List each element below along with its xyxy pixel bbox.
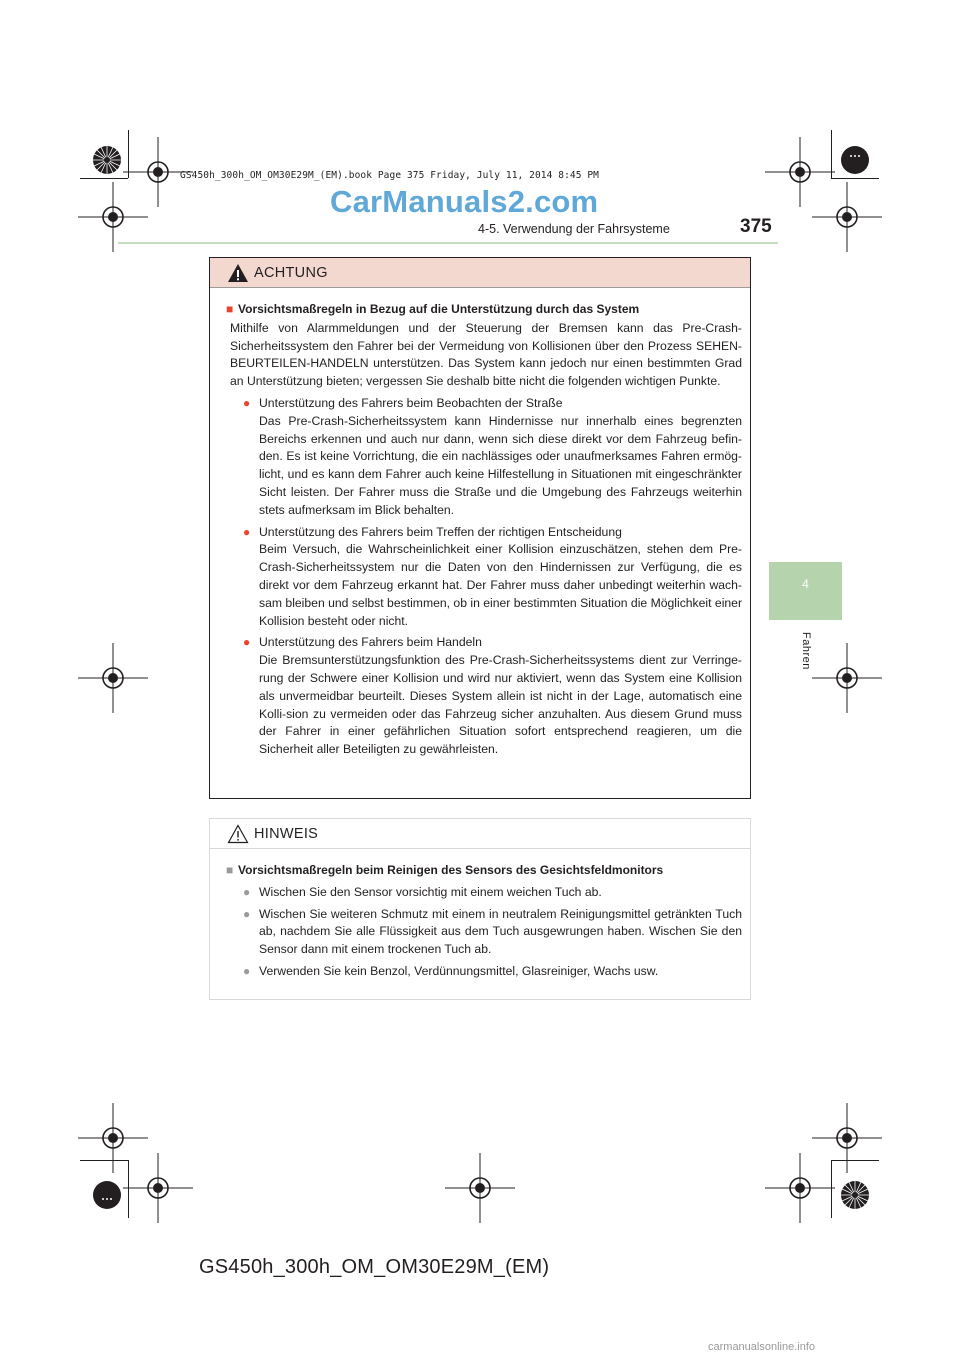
- crop-line: [831, 1160, 832, 1218]
- bullet-text: Die Bremsunterstützungsfunktion des Pre-Crash-Sicherheitssystems dient zur Verringe-rung der Schwere einer Kollision und wird nur aktiviert, wenn das System eine Kollision als unvermeidbar beurteilt. Dieses System allein ist nicht in der Lage, automatisch eine Kolli-sion zu vermeiden oder das Fahrzeug sicher anzuhalten. Aus diesem Grund muss der Fahrer in einer gefährlichen Situation sofort entsprechend reagieren, um die Sicherheit aller Beteiligten zu gewährleisten.: [259, 653, 742, 757]
- round-bullet-icon: ●: [243, 524, 251, 539]
- list-item: [226, 395, 742, 520]
- bullet-text: Wischen Sie den Sensor vorsichtig mit einem weichen Tuch ab.: [259, 884, 602, 899]
- note-box: [209, 818, 751, 1000]
- warning-triangle-icon: [227, 263, 249, 283]
- note-box-content: [210, 849, 750, 981]
- round-bullet-icon: ●: [243, 395, 251, 410]
- warning-heading-text: Vorsichtsmaßregeln in Bezug auf die Unterstützung durch das System: [238, 302, 640, 316]
- bullet-title: Unterstützung des Fahrers beim Treffen der richtigen Entscheidung: [259, 524, 622, 539]
- crop-line: [831, 130, 832, 178]
- list-item: [226, 524, 742, 631]
- warning-box-content: [210, 288, 750, 759]
- registration-mark-icon: [445, 1153, 515, 1223]
- registration-mark-icon: [812, 643, 882, 713]
- chapter-tab: [769, 562, 842, 620]
- watermark-bottom: carmanualsonline.info: [708, 1341, 816, 1353]
- bullet-text: Beim Versuch, die Wahrscheinlichkeit einer Kollision einzuschätzen, stehen dem Pre-Crash-Sicherheitssystem nur die Daten von den Hindernissen zur Verfügung, die es direkt vor dem Fahrzeug erkannt hat. Der Fahrer muss daher unbedingt weiterhin wach-sam bleiben und selbst bestimmen, ob in einer bestimmten Situation die Möglichkeit einer Kollision besteht oder nicht.: [259, 542, 743, 628]
- crop-line: [831, 178, 879, 179]
- list-item: [226, 963, 742, 981]
- crop-line: [128, 130, 129, 178]
- crop-line: [831, 1160, 879, 1161]
- book-info-line: GS450h_300h_OM_OM30E29M_(EM).book Page 375 Friday, July 11, 2014 8:45 PM: [180, 170, 600, 181]
- list-item: [226, 634, 742, 759]
- bullet-text: Verwenden Sie kein Benzol, Verdünnungsmittel, Glasreiniger, Wachs usw.: [259, 963, 659, 978]
- list-item: [226, 906, 742, 959]
- crop-line: [128, 1160, 129, 1218]
- bullet-title: Unterstützung des Fahrers beim Handeln: [259, 635, 482, 650]
- crop-line: [80, 1160, 128, 1161]
- note-heading: [226, 862, 742, 880]
- section-title: 4-5. Verwendung der Fahrsysteme: [478, 222, 670, 236]
- registration-mark-icon: [765, 1153, 835, 1223]
- round-bullet-icon: ●: [243, 635, 251, 650]
- registration-mark-icon: [78, 643, 148, 713]
- bullet-title: Unterstützung des Fahrers beim Beobachten der Straße: [259, 395, 563, 410]
- warning-box-header: [210, 258, 750, 288]
- warning-intro: Mithilfe von Alarmmeldungen und der Steuerung der Bremsen kann das Pre-Crash-Sicherheitssystem den Fahrer bei der Vermeidung von Kollisionen über den Prozess SEHEN-BEURTEILEN-HANDELN unterstützen. Das System kann jedoch nur einen bestimmten Grad an Unterstützung bieten; vergessen Sie deshalb bitte nicht die folgenden wichtigen Punkte.: [230, 320, 742, 389]
- round-bullet-icon: ●: [243, 884, 251, 899]
- note-box-title: HINWEIS: [254, 826, 319, 842]
- registration-mark-icon: [812, 182, 882, 252]
- warning-heading: [226, 301, 742, 319]
- crop-line: [80, 178, 128, 179]
- color-target-icon: [840, 145, 870, 175]
- warning-box: [209, 257, 751, 799]
- square-bullet-icon: ■: [226, 302, 234, 316]
- color-target-icon: [840, 1180, 870, 1210]
- footer-model-code: GS450h_300h_OM_OM30E29M_(EM): [199, 1256, 550, 1278]
- round-bullet-icon: ●: [243, 963, 251, 978]
- square-bullet-icon: ■: [226, 863, 234, 877]
- warning-box-title: ACHTUNG: [254, 265, 328, 281]
- watermark-top: CarManuals2.com: [330, 184, 599, 219]
- note-box-header: [210, 819, 750, 849]
- chapter-tab-number: 4: [802, 577, 809, 591]
- caution-triangle-icon: [227, 824, 249, 844]
- list-item: [226, 884, 742, 902]
- note-heading-text: Vorsichtsmaßregeln beim Reinigen des Sensors des Gesichtsfeldmonitors: [238, 863, 664, 877]
- chapter-tab-label: Fahren: [800, 632, 812, 670]
- page-number: 375: [740, 216, 772, 237]
- color-target-icon: [92, 1180, 122, 1210]
- round-bullet-icon: ●: [243, 906, 251, 921]
- bullet-text: Das Pre-Crash-Sicherheitssystem kann Hindernisse nur innerhalb eines begrenzten Bereichs erkennen und auch nur dann, wenn sich diese direkt vor dem Fahrzeug befin-den. Es ist keine Vorrichtung, die ein nachlässiges oder unaufmerksames Fahren ermög-licht, und es kann dem Fahrer auch keine Hilfestellung in Situationen mit eingeschränkter Sicht leisten. Der Fahrer muss die Straße und die Umgebung des Fahrzeugs weiterhin stets aufmerksam im Blick behalten.: [259, 413, 742, 517]
- color-target-icon: [92, 145, 122, 175]
- registration-mark-icon: [123, 1153, 193, 1223]
- bullet-text: Wischen Sie weiteren Schmutz mit einem in neutralem Reinigungsmittel getränkten Tuch ab, nachdem Sie alle Flüssigkeit aus dem Tuch ausgewrungen haben. Wischen Sie den Sensor dann mit einem trockenen Tuch ab.: [259, 906, 742, 957]
- header-rule: [118, 242, 778, 244]
